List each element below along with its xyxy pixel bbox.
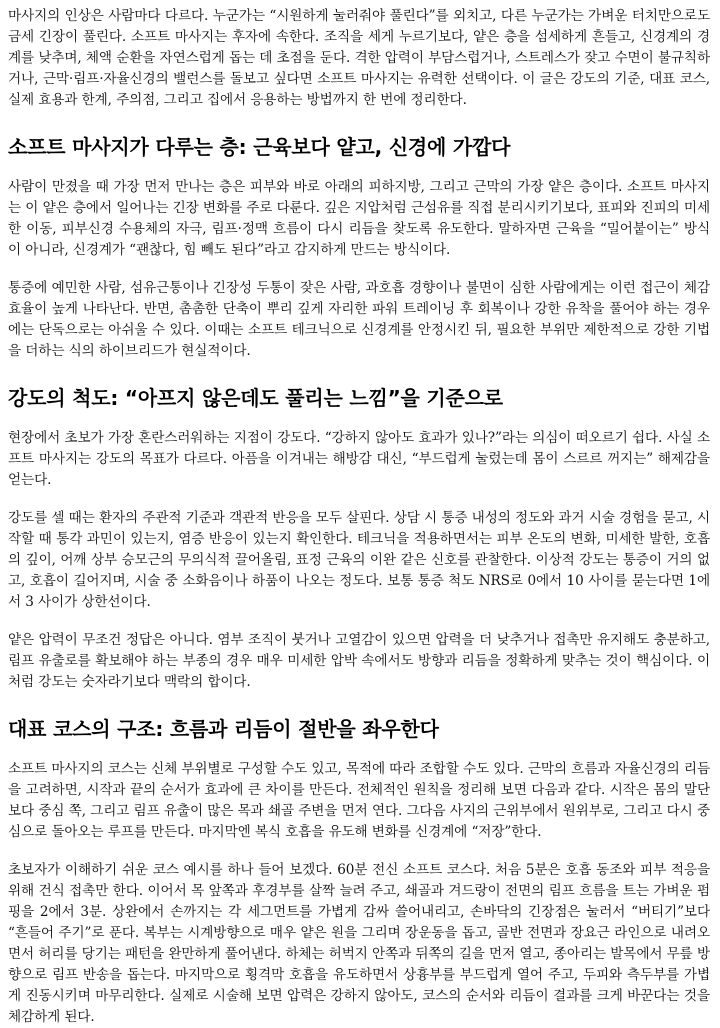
article: [0, 6, 720, 1028]
section-heading-course: 대표 코스의 구조: 흐름과 리듬이 절반을 좌우한다: [8, 717, 439, 741]
section-paragraph: 소프트 마사지의 코스는 신체 부위별로 구성할 수도 있고, 목적에 따라 조합할 수도 있다. 근막의 흐름과 자율신경의 리듬을 고려하면, 시작과 끝의 순서가 효과에 큰 차이를 만든다. 전체적인 원칙을 정리해 보면 다음과 같다. 시작은 몸의 말단보다 중심 쪽, 그리고 림프 유출이 많은 목과 쇄골 주변을 먼저 연다. 그다음 사지의 근위부에서 원위부로, 그리고 다시 중심으로 돌아오는 루프를 만든다. 마지막엔 복식 호흡을 유도해 변화를 신경계에 “저장”한다.: [8, 761, 710, 840]
section-paragraph: 강도를 셀 때는 환자의 주관적 기준과 객관적 반응을 모두 살핀다. 상담 시 통증 내성의 정도와 과거 시술 경험을 묻고, 시작할 때 통각 과민이 있는지, 염증 반응이 있는지 확인한다. 테크닉을 적용하면서는 피부 온도의 변화, 미세한 발한, 호흡의 깊이, 어깨 상부 승모근의 무의식적 끌어올림, 표정 근육의 이완 같은 신호를 관찰한다. 이상적 강도는 통증이 거의 없고, 호흡이 길어지며, 시술 중 소화음이나 하품이 나오는 정도다. 보통 통증 척도 NRS로 0에서 10 사이를 묻는다면 1에서 3 사이가 상한선이다.: [8, 510, 710, 610]
section-paragraph: 초보자가 이해하기 쉬운 코스 예시를 하나 들어 보겠다. 60분 전신 소프트 코스다. 처음 5분은 호흡 동조와 피부 적응을 위해 건식 접촉만 한다. 이어서 목 앞쪽과 후경부를 살짝 늘려 주고, 쇄골과 겨드랑이 전면의 림프 흐름을 트는 가벼운 펌핑을 2에서 3분. 상완에서 손까지는 각 세그먼트를 가볍게 감싸 쓸어내리고, 손바닥의 긴장점은 눌러서 “버티기”보다 “흔들어 주기”로 푼다. 복부는 시계방향으로 매우 얕은 원을 그리며 장운동을 돕고, 골반 전면과 장요근 라인으로 내려오면서 허리를 당기는 패턴을 완만하게 풀어낸다. 하체는 허벅지 안쪽과 뒤쪽의 길을 먼저 열고, 종아리는 발목에서 무릎 방향으로 림프 반송을 돕는다. 마지막으로 횡격막 호흡을 유도하면서 상흉부를 부드럽게 열어 주고, 두피와 측두부를 가볍게 진동시키며 마무리한다. 실제로 시술해 보면 압력은 강하지 않아도, 코스의 순서와 리듬이 결과를 크게 바꾼다는 것을 체감하게 된다.: [8, 862, 710, 1025]
section-heading-intensity: 강도의 척도: “아프지 않은데도 풀리는 느낌”을 기준으로: [8, 386, 503, 410]
intro-paragraph: 마사지의 인상은 사람마다 다르다. 누군가는 “시원하게 눌러줘야 풀린다”를 외치고, 다른 누군가는 가벼운 터치만으로도 금세 긴장이 풀린다. 소프트 마사지는 후자에 속한다. 조직을 세게 누르기보다, 얕은 층을 섬세하게 흔들고, 신경계의 경계를 낮추며, 체액 순환을 자연스럽게 돕는 데 초점을 둔다. 격한 압력이 부담스럽거나, 스트레스가 잦고 수면이 불규칙하거나, 근막·림프·자율신경의 밸런스를 돌보고 싶다면 소프트 마사지는 유력한 선택이다. 이 글은 강도의 기준, 대표 코스, 실제 효용과 한계, 주의점, 그리고 집에서 응용하는 방법까지 한 번에 정리한다.: [8, 8, 710, 108]
section-paragraph: 사람이 만졌을 때 가장 먼저 만나는 층은 피부와 바로 아래의 피하지방, 그리고 근막의 가장 얕은 층이다. 소프트 마사지는 이 얕은 층에서 일어나는 긴장 변화를 주로 다룬다. 깊은 지압처럼 근섬유를 직접 분리시키기보다, 표피와 진피의 미세한 이동, 피부신경 수용체의 자극, 림프·정맥 흐름이 다시 리듬을 찾도록 유도한다. 말하자면 근육을 “밀어붙이는” 방식이 아니라, 신경계가 “괜찮다, 힘 빼도 된다”라고 감지하게 만드는 방식이다.: [8, 179, 710, 258]
section-paragraph: 통증에 예민한 사람, 섬유근통이나 긴장성 두통이 잦은 사람, 과호흡 경향이나 불면이 심한 사람에게는 이런 접근이 체감 효율이 높게 나타난다. 반면, 촘촘한 단축이 뿌리 깊게 자리한 파워 트레이닝 후 회복이나 강한 유착을 풀어야 하는 경우에는 단독으로는 아쉬울 수 있다. 이때는 소프트 테크닉으로 신경계를 안정시킨 뒤, 필요한 부위만 제한적으로 강한 기법을 더하는 식의 하이브리드가 현실적이다.: [8, 280, 710, 359]
section-paragraph: 얕은 압력이 무조건 정답은 아니다. 염부 조직이 붓거나 고열감이 있으면 압력을 더 낮추거나 접촉만 유지해도 충분하고, 림프 유출로를 확보해야 하는 부종의 경우 매우 미세한 압박 속에서도 방향과 리듬을 정확하게 맞추는 것이 핵심이다. 이처럼 강도는 숫자라기보다 맥락의 합이다.: [8, 632, 710, 690]
section-paragraph: 현장에서 초보가 가장 혼란스러워하는 지점이 강도다. “강하지 않아도 효과가 있나?”라는 의심이 떠오르기 쉽다. 사실 소프트 마사지는 강도의 목표가 다르다. 아픔을 이겨내는 해방감 대신, “부드럽게 눌렀는데 몸이 스르르 꺼지는” 해제감을 얻는다.: [8, 430, 710, 488]
section-heading-layers: 소프트 마사지가 다루는 층: 근육보다 얕고, 신경에 가깝다: [8, 135, 511, 159]
